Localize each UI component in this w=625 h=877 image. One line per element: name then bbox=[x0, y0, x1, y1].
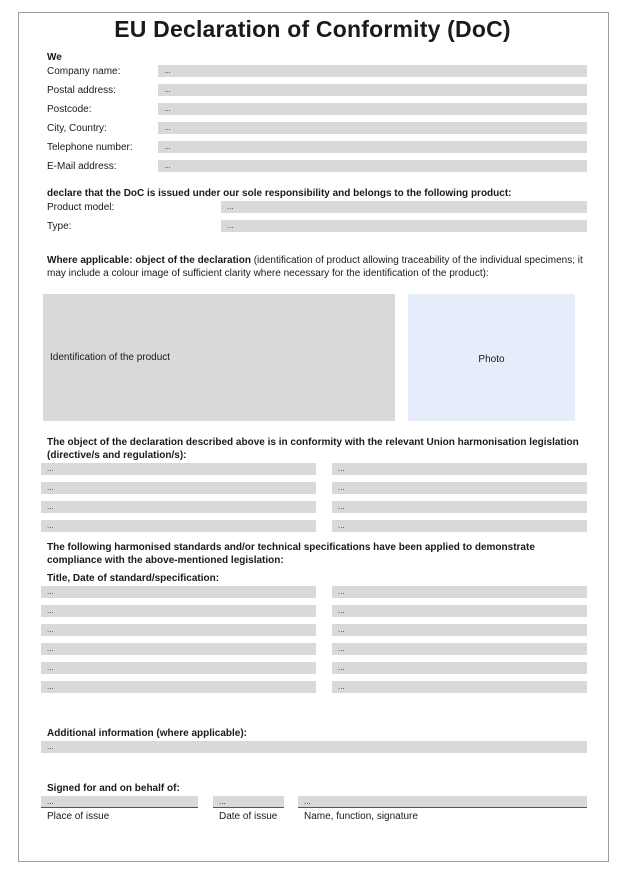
standard-right-5[interactable]: ... bbox=[332, 662, 587, 674]
standard-right-3[interactable]: ... bbox=[332, 624, 587, 636]
standard-right-6[interactable]: ... bbox=[332, 681, 587, 693]
postcode-field[interactable]: ... bbox=[158, 103, 587, 115]
legislation-left-3[interactable]: ... bbox=[41, 501, 316, 513]
city-country-field[interactable]: ... bbox=[158, 122, 587, 134]
telephone-label: Telephone number: bbox=[47, 142, 133, 153]
standard-right-2[interactable]: ... bbox=[332, 605, 587, 617]
we-label: We bbox=[47, 52, 62, 63]
declare-text: declare that the DoC is issued under our sole responsibility and belongs to the following product: bbox=[47, 188, 512, 199]
additional-info-label: Additional information (where applicable): bbox=[47, 728, 248, 739]
telephone-field[interactable]: ... bbox=[158, 141, 587, 153]
legislation-left-1[interactable]: ... bbox=[41, 463, 316, 475]
photo-label: Photo bbox=[478, 354, 505, 365]
standard-left-4[interactable]: ... bbox=[41, 643, 316, 655]
object-declaration-bold: Where applicable: object of the declaration bbox=[47, 255, 251, 266]
product-model-field[interactable]: ... bbox=[221, 201, 587, 213]
email-field[interactable]: ... bbox=[158, 160, 587, 172]
legislation-text: The object of the declaration described above is in conformity with the relevant Union harmonisation legislation (directive/s and regulation/s): bbox=[47, 437, 579, 461]
identification-label: Identification of the product bbox=[50, 352, 171, 363]
company-name-label: Company name: bbox=[47, 66, 121, 77]
standard-left-6[interactable]: ... bbox=[41, 681, 316, 693]
legislation-left-2[interactable]: ... bbox=[41, 482, 316, 494]
date-of-issue-field[interactable]: ... bbox=[213, 796, 284, 808]
place-of-issue-label: Place of issue bbox=[47, 811, 110, 822]
object-declaration-rest: (identification of product allowing traceability of the individual specimens; it may include a colour image of sufficient clarity where necessary for the identification of the product): bbox=[47, 255, 583, 279]
signature-field[interactable]: ... bbox=[298, 796, 587, 808]
legislation-right-2[interactable]: ... bbox=[332, 482, 587, 494]
page-title: EU Declaration of Conformity (DoC) bbox=[114, 16, 511, 42]
date-of-issue-label: Date of issue bbox=[219, 811, 278, 822]
standard-left-3[interactable]: ... bbox=[41, 624, 316, 636]
type-field[interactable]: ... bbox=[221, 220, 587, 232]
identification-box[interactable] bbox=[43, 294, 395, 421]
legislation-left-4[interactable]: ... bbox=[41, 520, 316, 532]
city-country-label: City, Country: bbox=[47, 123, 107, 134]
standards-text: The following harmonised standards and/or technical specifications have been applied to demonstrate compliance with the above-mentioned legislation: bbox=[47, 542, 535, 566]
additional-info-field[interactable]: ... bbox=[41, 741, 587, 753]
company-name-field[interactable]: ... bbox=[158, 65, 587, 77]
postal-address-label: Postal address: bbox=[47, 85, 116, 96]
legislation-right-3[interactable]: ... bbox=[332, 501, 587, 513]
product-model-label: Product model: bbox=[47, 202, 115, 213]
email-label: E-Mail address: bbox=[47, 161, 117, 172]
signed-label: Signed for and on behalf of: bbox=[47, 783, 180, 794]
place-of-issue-field[interactable]: ... bbox=[41, 796, 198, 808]
object-declaration-text bbox=[47, 254, 587, 280]
standard-right-1[interactable]: ... bbox=[332, 586, 587, 598]
standard-left-1[interactable]: ... bbox=[41, 586, 316, 598]
signature-label: Name, function, signature bbox=[304, 811, 418, 822]
standards-subtitle: Title, Date of standard/specification: bbox=[47, 573, 220, 584]
postcode-label: Postcode: bbox=[47, 104, 92, 115]
photo-box[interactable] bbox=[408, 294, 575, 421]
legislation-right-1[interactable]: ... bbox=[332, 463, 587, 475]
standard-right-4[interactable]: ... bbox=[332, 643, 587, 655]
standard-left-2[interactable]: ... bbox=[41, 605, 316, 617]
postal-address-field[interactable]: ... bbox=[158, 84, 587, 96]
type-label: Type: bbox=[47, 221, 72, 232]
legislation-right-4[interactable]: ... bbox=[332, 520, 587, 532]
standard-left-5[interactable]: ... bbox=[41, 662, 316, 674]
